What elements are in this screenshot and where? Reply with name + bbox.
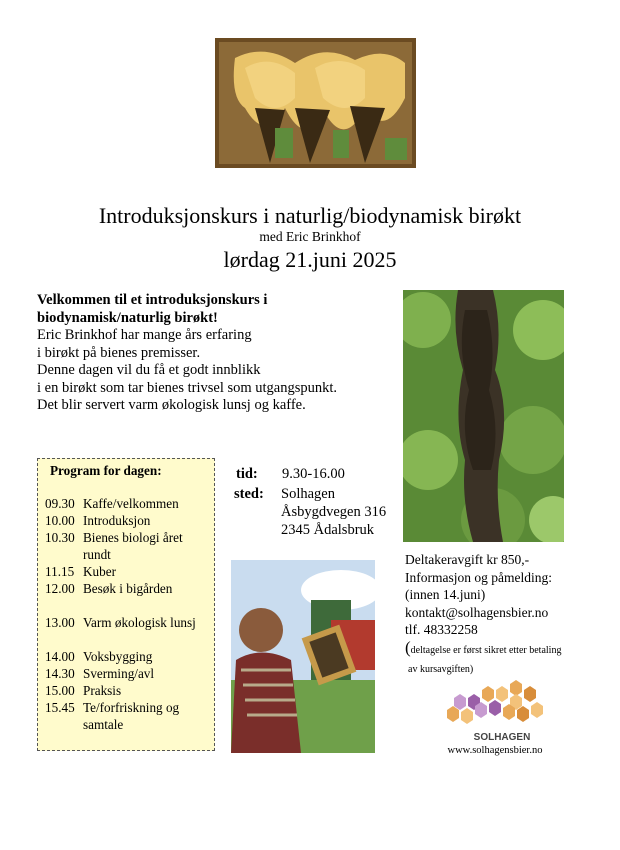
program-time: 10.00 <box>45 513 75 528</box>
place-label: sted: <box>234 486 264 502</box>
program-item <box>45 580 213 597</box>
program-time: 09.30 <box>45 496 75 511</box>
program-item <box>45 563 213 580</box>
solhagen-logo <box>444 678 544 744</box>
info-line: Informasjon og påmelding: <box>405 569 552 585</box>
program-text: Introduksjon <box>83 513 151 528</box>
program-item <box>45 614 213 631</box>
program-time: 11.15 <box>45 564 75 579</box>
program-time: 14.00 <box>45 649 75 664</box>
program-text: Varm økologisk lunsj <box>83 615 196 630</box>
honeycomb-icon <box>447 680 543 724</box>
program-text: Sverming/avl <box>83 666 155 681</box>
program-text: Bienes biologi året rundt <box>83 530 183 562</box>
place-line: 2345 Ådalsbruk <box>281 522 375 538</box>
program-text: Kaffe/velkommen <box>83 496 179 511</box>
beekeeper-photo <box>231 560 375 753</box>
intro-text <box>37 292 387 415</box>
intro-line: Denne dagen vil du få et godt innblikk <box>37 362 261 378</box>
program-item <box>45 682 213 699</box>
email-line: kontakt@solhagensbier.no <box>405 604 549 620</box>
deadline-line: (innen 14.juni) <box>405 587 486 602</box>
intro-line: i birøkt på bienes premisser. <box>37 344 201 361</box>
program-list <box>45 495 213 733</box>
program-text: Praksis <box>83 683 122 698</box>
intro-line: Eric Brinkhof har mange års erfaring <box>37 327 252 343</box>
course-title: Introduksjonskurs i naturlig/biodynamisk birøkt <box>98 203 522 228</box>
program-time: 15.45 <box>45 700 75 715</box>
program-time: 10.30 <box>45 530 75 545</box>
program-time: 13.00 <box>45 615 75 630</box>
place-line: Solhagen <box>281 486 335 502</box>
intro-line: Det blir servert varm økologisk lunsj og kaffe. <box>37 397 306 413</box>
phone-line: tlf. 48332258 <box>405 622 478 637</box>
time-label: tid: <box>236 466 258 482</box>
program-time: 14.30 <box>45 666 75 681</box>
place-address <box>281 485 386 539</box>
fee-line: Deltakeravgift kr 850,- <box>405 552 530 567</box>
program-item <box>45 648 213 665</box>
website-link[interactable]: www.solhagensbier.no <box>447 745 543 756</box>
program-time: 15.00 <box>45 683 75 698</box>
logo-text: SOLHAGEN <box>473 732 531 743</box>
program-item <box>45 512 213 529</box>
program-item <box>45 495 213 512</box>
intro-bold-line: Velkommen til et introduksjonskurs i <box>37 292 268 308</box>
time-value: 9.30-16.00 <box>282 466 345 482</box>
bee-swarm-photo <box>403 290 564 542</box>
registration-info <box>405 551 605 679</box>
course-date: lørdag 21.juni 2025 <box>223 247 397 272</box>
payment-note: (deltagelse er først sikret etter betaling <box>405 637 562 657</box>
program-box <box>37 458 215 751</box>
program-text: Te/forfriskning og samtale <box>83 700 180 732</box>
instructor-line: med Eric Brinkhof <box>259 229 361 244</box>
intro-bold-line: biodynamisk/naturlig birøkt! <box>37 309 218 326</box>
program-title: Program for dagen: <box>50 463 162 478</box>
program-text: Besøk i bigården <box>83 581 173 596</box>
place-line: Åsbygdvegen 316 <box>281 504 387 520</box>
program-item <box>45 529 213 563</box>
program-item <box>45 665 213 682</box>
payment-note-cont: av kursavgiften) <box>408 664 474 675</box>
program-text: Voksbygging <box>83 649 153 664</box>
program-time: 12.00 <box>45 581 75 596</box>
intro-line: i en birøkt som tar bienes trivsel som utgangspunkt. <box>37 379 338 396</box>
honeycomb-photo <box>215 38 416 168</box>
program-item <box>45 699 213 733</box>
program-text: Kuber <box>83 564 116 579</box>
